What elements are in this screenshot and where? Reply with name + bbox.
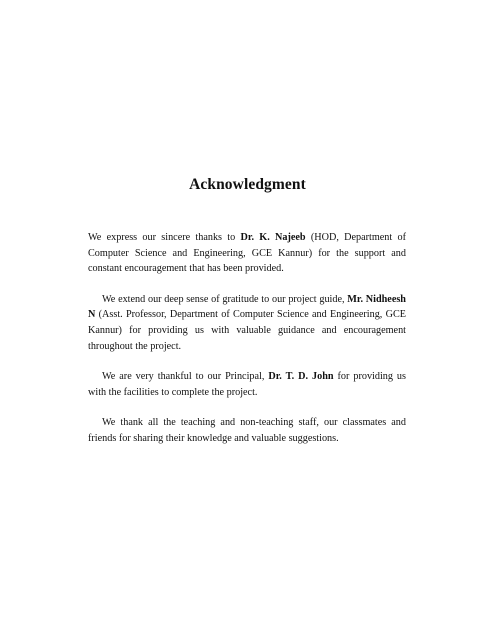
paragraph-text: We thank all the teaching and non-teaching staff, our classmates and friends for sharing their knowledge and valuable suggestions. bbox=[88, 417, 406, 444]
paragraph-text: We extend our deep sense of gratitude to our project guide, bbox=[102, 293, 348, 305]
person-name: Dr. T. D. John bbox=[268, 371, 334, 383]
person-name: Dr. K. Najeeb bbox=[240, 232, 306, 243]
paragraph-staff bbox=[88, 415, 406, 446]
paragraph-text: We express our sincere thanks to bbox=[88, 232, 241, 243]
paragraph-hod bbox=[88, 230, 406, 277]
paragraph-guide bbox=[88, 292, 406, 354]
paragraph-text: (HOD, Department of Computer Science and Engineering, GCE Kannur) for the support and constant encouragement that has been provided. bbox=[88, 232, 406, 275]
paragraph-text: We are very thankful to our Principal, bbox=[102, 371, 269, 383]
paragraph-text: (Asst. Professor, Department of Computer Science and Engineering, GCE Kannur) for providing us with valuable guidance and encouragement throughout the project. bbox=[88, 309, 406, 352]
paragraph-principal bbox=[88, 369, 406, 400]
paragraph-text: for providing us with the facilities to complete the project. bbox=[88, 371, 406, 398]
page-title: Acknowledgment bbox=[189, 176, 306, 193]
acknowledgment-body bbox=[88, 230, 406, 462]
person-name: Mr. Nidheesh N bbox=[88, 293, 406, 321]
